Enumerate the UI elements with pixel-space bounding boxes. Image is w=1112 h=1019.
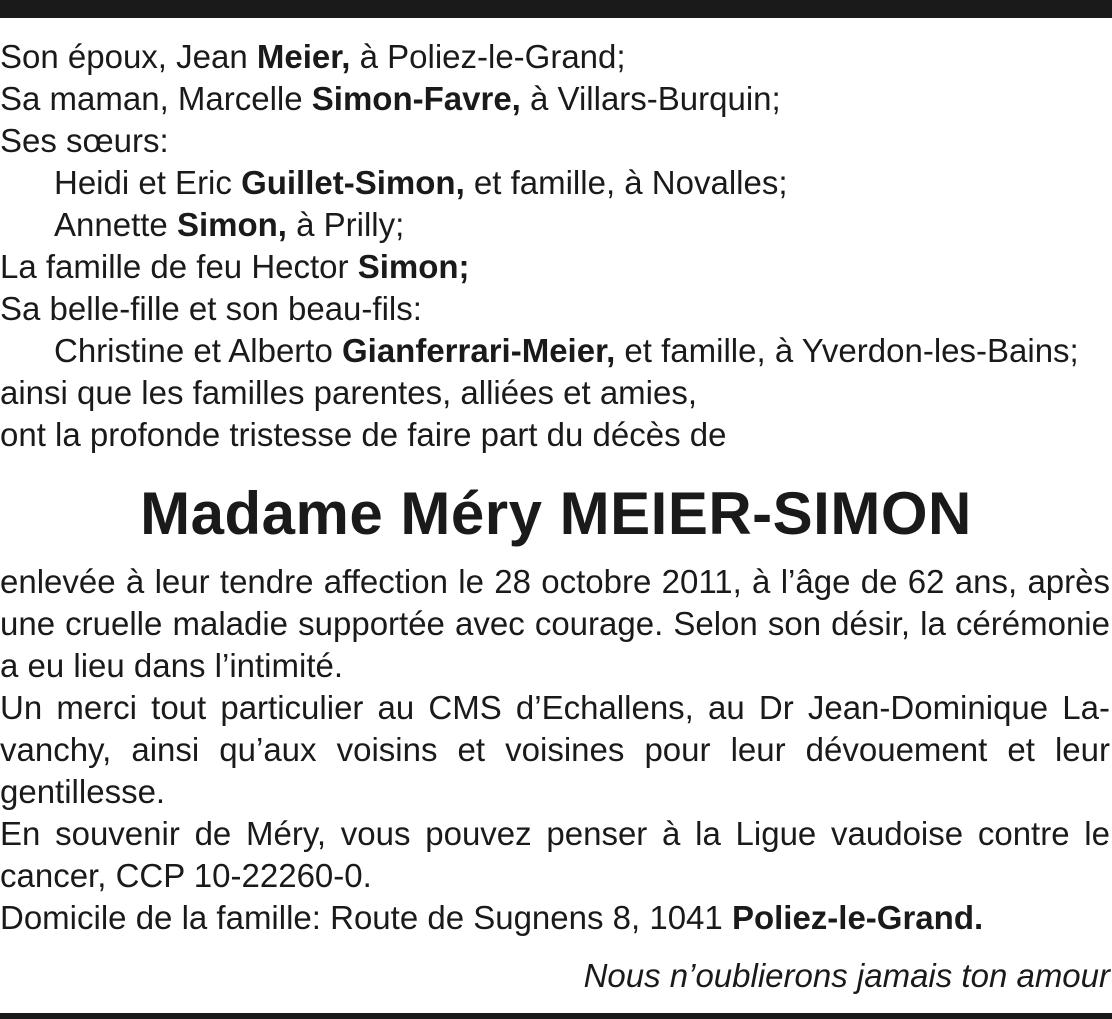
body-paragraph-address [0, 897, 1110, 939]
family-line-mother [0, 78, 1112, 120]
surname: Meier, [256, 38, 351, 75]
surname: Guillet-Simon, [241, 164, 465, 201]
top-rule [0, 0, 1112, 18]
line-text: et famille, à Yverdon-les-Bains; [615, 332, 1079, 369]
surname: Simon-Favre, [311, 80, 521, 117]
address-town: Poliez-le-Grand. [731, 899, 984, 936]
family-line-in-laws-heading: Sa belle-fille et son beau-fils: [0, 290, 422, 327]
closing-line: Nous n’oublierons jamais ton amour [583, 957, 1110, 994]
line-text: à Villars-Burquin; [520, 80, 781, 117]
deceased-name: Madame Méry MEIER-SIMON [140, 480, 972, 547]
line-text: Sa maman, Marcelle [0, 80, 312, 117]
line-text: Annette [54, 206, 177, 243]
obituary-body [0, 561, 1110, 939]
family-line-announcement: ont la profonde tristesse de faire part du décès de [0, 416, 727, 453]
address-text: Domicile de la famille: Route de Sugnens 8, 1041 [0, 899, 732, 936]
surname: Simon, [176, 206, 287, 243]
family-line-sister-1 [0, 162, 1112, 204]
line-text: à Prilly; [286, 206, 405, 243]
body-paragraph-2: Un merci tout particulier au CMS d’Echallens, au Dr Jean-Dominique Lavanchy, ainsi qu’aux voisins et voisines pour leur dévouement et leur gentillesse. [0, 689, 1110, 810]
family-line-sisters-heading: Ses sœurs: [0, 122, 169, 159]
body-paragraph-1: enlevée à leur tendre affection le 28 octobre 2011, à l’âge de 62 ans, après une cruelle maladie supportée avec courage. Selon son désir, la cérémonie a eu lieu dans l’intimité. [0, 563, 1110, 684]
bottom-rule [0, 1013, 1112, 1019]
line-text: à Poliez-le-Grand; [350, 38, 626, 75]
body-paragraph-3: En souvenir de Méry, vous pouvez penser à la Ligue vaudoise contre le cancer, CCP 10-22260-0. [0, 815, 1110, 894]
surname: Gianferrari-Meier, [341, 332, 616, 369]
family-line-in-laws [0, 330, 1112, 372]
line-text: Son époux, Jean [0, 38, 257, 75]
surname: Simon; [357, 248, 470, 285]
line-text: Christine et Alberto [54, 332, 342, 369]
family-line-hector [0, 246, 1112, 288]
family-line-sister-2 [0, 204, 1112, 246]
family-line-husband [0, 36, 1112, 78]
line-text: Heidi et Eric [54, 164, 242, 201]
line-text: et famille, à Novalles; [464, 164, 788, 201]
line-text: La famille de feu Hector [0, 248, 358, 285]
family-line-relatives: ainsi que les familles parentes, alliées et amies, [0, 374, 698, 411]
family-list [0, 36, 1112, 456]
